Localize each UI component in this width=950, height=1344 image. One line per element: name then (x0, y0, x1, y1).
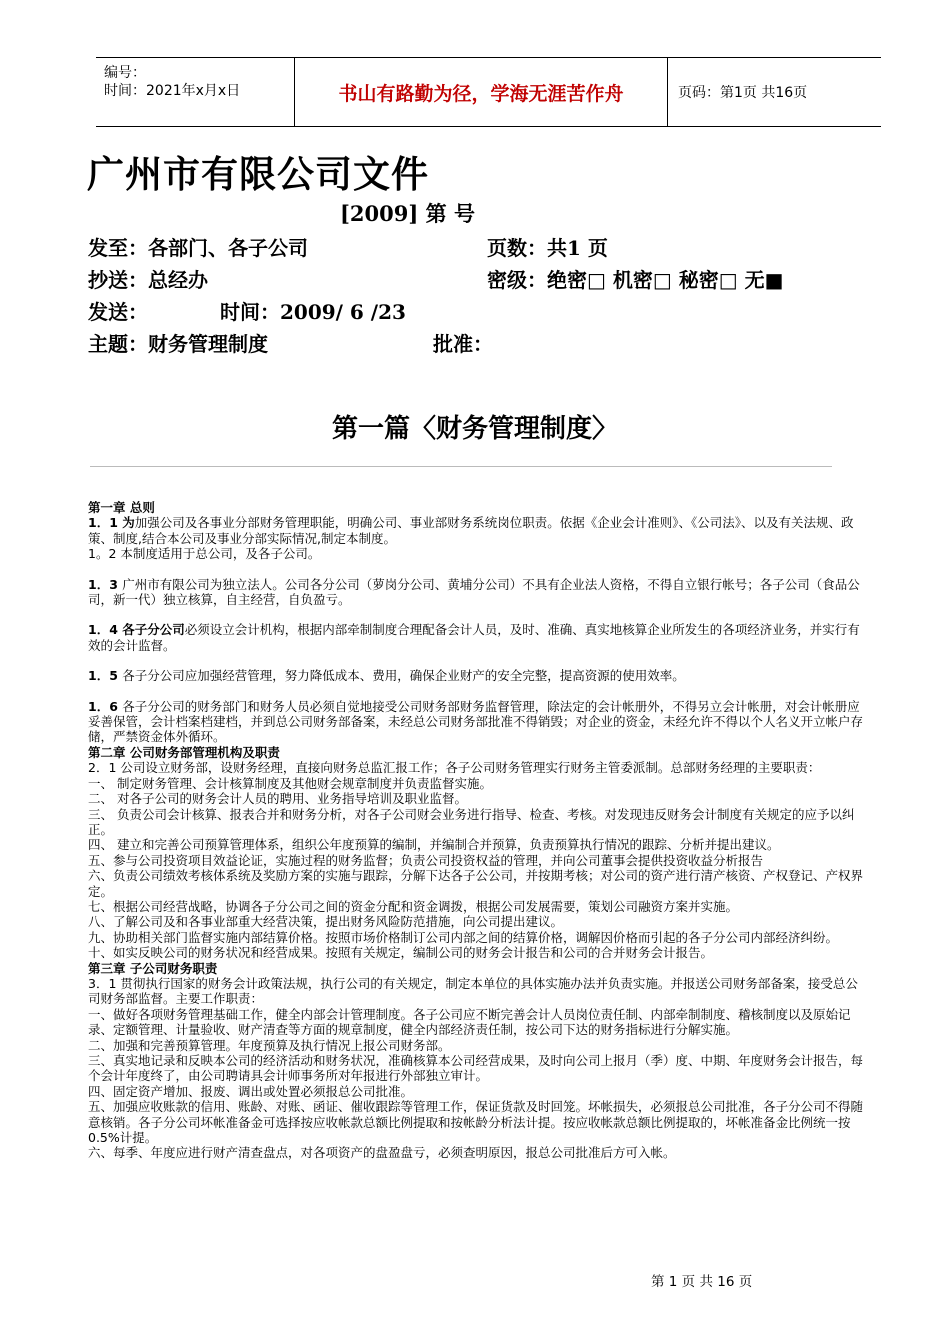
sender-label: 发送： (88, 300, 148, 324)
paragraph-1-5 (88, 668, 866, 683)
list-item: 四、固定资产增加、报废、调出或处置必须报总公司批准。 (88, 1083, 414, 1099)
page-info: 页码：第1页 共16页 (678, 85, 808, 101)
send-to: 发至：各部门、各子公司 (88, 236, 308, 260)
list-item: 九、协助相关部门监督实施内部结算价格。按照市场价格制订公司内部之间的结算价格，调解因价格而引起的各子分公司内部经济纠纷。 (88, 929, 839, 945)
paragraph-1-4 (88, 622, 866, 653)
serial-label: 编号： (104, 65, 146, 81)
list-item: 三、 负责公司会计核算、报表合并和财务分析，对各子公司财会业务进行指导、检查、考核。对发现违反财务会计制度有关规定的应予以纠正。 (88, 806, 855, 837)
list-item: 六、负责公司绩效考核体系统及奖励方案的实施与跟踪，分解下达各子公公司，并按期考核；对公司的资产进行清产核资、产权登记、产权界定。 (88, 868, 864, 899)
list-item: 一、 制定财务管理、会计核算制度及其他财会规章制度并负责监督实施。 (88, 775, 492, 791)
list-item: 七、根据公司经营战略，协调各子分公司之间的资金分配和资金调拨，根据公司发展需要，策划公司融资方案并实施。 (88, 898, 739, 914)
chapter-3-heading: 第三章 子公司财务职责 (88, 960, 218, 976)
time-label: 时间：2021年x月x日 (104, 83, 241, 99)
header-info-cell (96, 58, 294, 126)
page-count: 页数：共1 页 (487, 236, 608, 260)
clause-text: 各子分公司应加强经营管理，努力降低成本、费用，确保企业财产的安全完整，提高资源的使用效率。 (122, 668, 685, 684)
list-item: 五、加强应收账款的信用、账龄、对账、函证、催收跟踪等管理工作，保证货款及时回笼。坏帐损失，必须报总公司批准，各子分公司不得随意核销。各子分公司坏帐准备金可选择按应收帐款总额比例提取和按帐龄分析法计提。按应收帐款总额比例提取的，坏帐准备金比例统一按0.5%计提。 (88, 1099, 864, 1146)
clause-text: 必须设立会计机构，根据内部牵制制度合理配备会计人员，及时、准确、真实地核算企业所发生的各项经济业务，并实行有效的会计监督。 (88, 622, 860, 653)
chapter-1-heading: 第一章 总则 (88, 500, 155, 515)
clause-number: 1．5 (88, 668, 123, 684)
list-item: 十、如实反映公司的财务状况和经营成果。按照有关规定，编制公司的财务会计报告和公司的合并财务会计报告。 (88, 945, 714, 961)
list-item: 五、参与公司投资项目效益论证，实施过程的财务监督；负责公司投资权益的管理，并向公司董事会提供投资收益分析报告 (88, 852, 764, 868)
motto: 书山有路勤为径，学海无涯苦作舟 (338, 82, 624, 105)
header-table (96, 57, 881, 127)
subject-line: 主题：财务管理制度 (88, 332, 268, 356)
document-title: 广州市有限公司文件 (87, 152, 429, 196)
chapter-2-heading: 第二章 公司财务部管理机构及职责 (88, 744, 280, 760)
clause-text: 加强公司及各事业分部财务管理职能，明确公司、事业部财务系统岗位职责。依据《企业会计准则》、《公司法》、以及有关法规、政策、制度,结合本公司及事业分部实际情况,制定本制度。 (88, 515, 854, 546)
paragraph-3-1: 3．1 贯彻执行国家的财务会计政策法规，执行公司的有关规定，制定本单位的具体实施办法并负责实施。并报送公司财务部备案，接受总公司财务部监督。主要工作职责： (88, 975, 858, 1007)
clause-text: 广州市有限公司为独立法人。公司各分公司（萝岗分公司、黄埔分公司）不具有企业法人资格，不得自立银行帐号；各子公司（食品公司，新一代）独立核算，自主经营，自负盈亏。 (88, 576, 860, 608)
list-item: 四、 建立和完善公司预算管理体系，组织公年度预算的编制，并编制合并预算，负责预算执行情况的跟踪、分析并提出建议。 (88, 837, 780, 853)
list-item: 一、做好各项财务管理基础工作，健全内部会计管理制度。各子公司应不断完善会计人员岗位责任制、内部牵制制度、稽核制度以及原始记录、定额管理、计量验收、财产清查等方面的规章制度，健全内部经济责任制，按公司下达的财务指标进行分解实施。 (88, 1006, 851, 1038)
paragraph-1-3 (88, 577, 866, 608)
page-info-cell (668, 58, 881, 126)
document-body (88, 500, 866, 1161)
issue-time: 时间：2009/ 6 /23 (220, 300, 406, 324)
paragraph-2-1: 2．1 公司设立财务部，设财务经理，直接向财务总监汇报工作；各子公司财务管理实行财务主管委派制。总部财务经理的主要职责： (88, 760, 821, 776)
list-item: 三、真实地记录和反映本公司的经济活动和财务状况，准确核算本公司经营成果，及时向公司上报月（季）度、中期、年度财务会计报告，每个会计年度终了，由公司聘请具会计师事务所对年报进行外部独立审计。 (88, 1053, 864, 1084)
clause-number: 1．6 (88, 698, 123, 714)
list-item: 六、每季、年度应进行财产清查盘点，对各项资产的盘盈盘亏，必须查明原因，报总公司批准后方可入帐。 (88, 1145, 676, 1161)
list-item: 二、加强和完善预算管理。年度预算及执行情况上报公司财务部。 (88, 1037, 451, 1053)
clause-number: 1．3 (88, 576, 123, 592)
paragraph-1-1 (88, 515, 866, 546)
page-footer: 第 1 页 共 16 页 (651, 1274, 753, 1290)
paragraph-1-6 (88, 699, 866, 745)
document-number: [2009] 第 号 (340, 201, 475, 226)
secrecy-level: 密级：绝密□ 机密□ 秘密□ 无■ (487, 268, 784, 292)
clause-number: 1．4 各子分公司 (88, 622, 185, 638)
divider (90, 466, 832, 467)
clause-text: 各子分公司的财务部门和财务人员必须自觉地接受公司财务部财务监督管理，除法定的会计帐册外，不得另立会计帐册，对会计帐册应妥善保管，会计档案档建档，并到总公司财务部备案，未经总公司财务部批准不得销毁；对企业的资金，未经允许不得以个人名义开立帐户存储，严禁资金体外循环。 (88, 698, 864, 745)
part-title: 第一篇〈财务管理制度〉 (331, 414, 618, 444)
list-item: 八、了解公司及和各事业部重大经营决策，提出财务风险防范措施，向公司提出建议。 (88, 914, 564, 930)
motto-cell (294, 58, 668, 126)
approve-label: 批准： (433, 332, 493, 356)
list-item: 二、 对各子公司的财务会计人员的聘用、业务指导培训及职业监督。 (88, 791, 467, 807)
cc-line: 抄送：总经办 (88, 268, 208, 292)
paragraph-1-2: 1。2 本制度适用于总公司，及各子公司。 (88, 546, 321, 562)
clause-number: 1．1 为 (88, 515, 135, 531)
